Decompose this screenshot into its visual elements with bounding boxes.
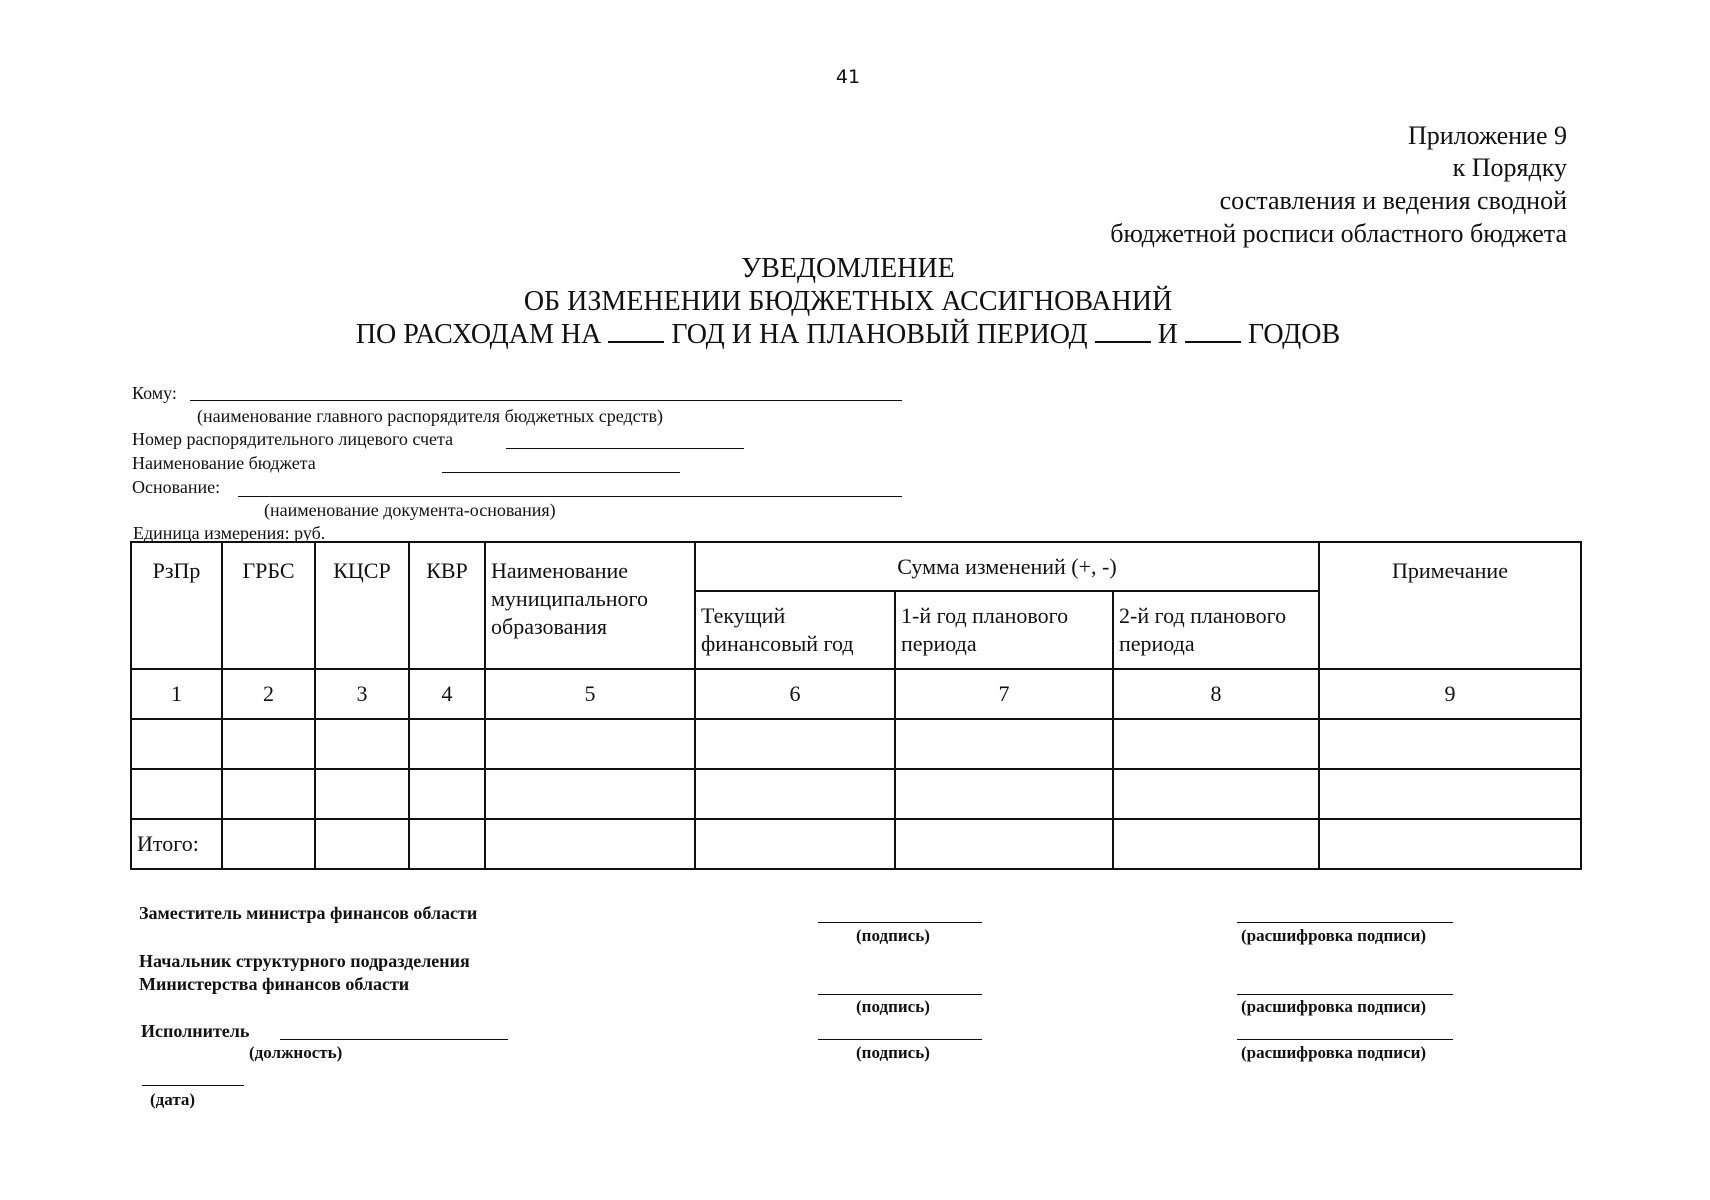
deputy-decode-hint: (расшифровка подписи): [1241, 926, 1427, 945]
table-cell[interactable]: [222, 769, 315, 819]
col-header-plan-year-2: 2-й год планового периода: [1113, 591, 1319, 669]
table-cell[interactable]: [1319, 819, 1581, 869]
table-cell[interactable]: [485, 819, 695, 869]
plan-year1-blank-field: [1095, 319, 1151, 343]
col-number: 9: [1319, 669, 1581, 719]
head-signature-hint: (подпись): [856, 997, 930, 1016]
document-title-line-3: [0, 318, 1696, 351]
year-blank-field: [608, 319, 664, 343]
deputy-signature-hint: (подпись): [856, 926, 930, 945]
col-header-kvr: КВР: [409, 542, 485, 669]
col-number: 4: [409, 669, 485, 719]
table-cell[interactable]: [315, 769, 409, 819]
col-number: 8: [1113, 669, 1319, 719]
basis-label: Основание:: [132, 477, 221, 497]
executor-decode-hint: (расшифровка подписи): [1241, 1043, 1427, 1062]
to-field-line: [190, 400, 902, 401]
unit-label: Единица измерения: руб.: [133, 523, 326, 543]
table-cell[interactable]: [315, 719, 409, 769]
table-cell[interactable]: [485, 719, 695, 769]
appendix-line-1: Приложение 9: [1407, 121, 1567, 150]
table-cell[interactable]: [895, 769, 1113, 819]
table-row: [131, 769, 1581, 819]
total-label: Итого:: [131, 819, 222, 869]
table-cell[interactable]: [1319, 769, 1581, 819]
col-number: 2: [222, 669, 315, 719]
table-cell[interactable]: [1113, 819, 1319, 869]
col-header-plan-year-1: 1-й год планового периода: [895, 591, 1113, 669]
table-cell[interactable]: [895, 719, 1113, 769]
col-number: 3: [315, 669, 409, 719]
budget-field-line: [442, 472, 680, 473]
table-cell[interactable]: [222, 819, 315, 869]
document-title-line-2: ОБ ИЗМЕНЕНИИ БЮДЖЕТНЫХ АССИГНОВАНИЙ: [523, 286, 1173, 317]
col-header-grbs: ГРБС: [222, 542, 315, 669]
allocations-table: [130, 541, 1582, 870]
col-number: 7: [895, 669, 1113, 719]
title-part-1: ПО РАСХОДАМ НА: [355, 319, 602, 350]
col-number: 6: [695, 669, 895, 719]
table-cell[interactable]: [131, 719, 222, 769]
table-cell[interactable]: [485, 769, 695, 819]
table-cell[interactable]: [1319, 719, 1581, 769]
total-row: [131, 819, 1581, 869]
executor-label: Исполнитель: [141, 1021, 250, 1041]
column-numbers-row: [131, 669, 1581, 719]
head-decode-line: [1237, 994, 1453, 995]
table-cell[interactable]: [695, 719, 895, 769]
head-label-line-2: Министерства финансов области: [139, 974, 410, 994]
head-signature-line: [818, 994, 982, 995]
col-header-kcsr: КЦСР: [315, 542, 409, 669]
table-cell[interactable]: [409, 769, 485, 819]
account-field-line: [506, 448, 744, 449]
position-hint: (должность): [249, 1043, 343, 1062]
col-header-municipality: Наименование муниципального образования: [485, 542, 695, 669]
table-cell[interactable]: [1113, 719, 1319, 769]
appendix-line-3: составления и ведения сводной: [1219, 186, 1567, 215]
budget-label: Наименование бюджета: [132, 453, 316, 473]
table-cell[interactable]: [222, 719, 315, 769]
executor-signature-line: [818, 1039, 982, 1040]
page-number: 41: [835, 66, 861, 88]
col-header-current-year: Текущий финансовый год: [695, 591, 895, 669]
title-part-4: ГОДОВ: [1247, 319, 1341, 350]
date-hint: (дата): [150, 1090, 196, 1109]
document-title-line-1: УВЕДОМЛЕНИЕ: [741, 253, 955, 284]
col-header-sum-changes: Сумма изменений (+, -): [695, 542, 1319, 591]
appendix-line-2: к Порядку: [1452, 153, 1567, 182]
appendix-line-4: бюджетной росписи областного бюджета: [1110, 219, 1567, 248]
table-cell[interactable]: [895, 819, 1113, 869]
executor-signature-hint: (подпись): [856, 1043, 930, 1062]
title-part-3: И: [1157, 319, 1178, 350]
table-cell[interactable]: [315, 819, 409, 869]
deputy-signature-line: [818, 922, 982, 923]
col-header-rzpr: РзПр: [131, 542, 222, 669]
deputy-minister-label: Заместитель министра финансов области: [139, 903, 478, 923]
table-cell[interactable]: [409, 819, 485, 869]
executor-decode-line: [1237, 1039, 1453, 1040]
head-label-line-1: Начальник структурного подразделения: [139, 951, 470, 971]
basis-hint: (наименование документа-основания): [264, 500, 556, 520]
table-row: [131, 719, 1581, 769]
position-line: [280, 1039, 508, 1040]
col-header-note: Примечание: [1319, 542, 1581, 669]
to-label: Кому:: [132, 383, 177, 403]
date-line: [142, 1085, 244, 1086]
plan-year2-blank-field: [1185, 319, 1241, 343]
table-cell[interactable]: [1113, 769, 1319, 819]
col-number: 5: [485, 669, 695, 719]
to-hint: (наименование главного распорядителя бюджетных средств): [197, 406, 663, 426]
table-cell[interactable]: [695, 769, 895, 819]
account-label: Номер распорядительного лицевого счета: [132, 429, 454, 449]
table-cell[interactable]: [695, 819, 895, 869]
deputy-decode-line: [1237, 922, 1453, 923]
table-cell[interactable]: [409, 719, 485, 769]
title-part-2: ГОД И НА ПЛАНОВЫЙ ПЕРИОД: [671, 319, 1088, 350]
head-decode-hint: (расшифровка подписи): [1241, 997, 1427, 1016]
col-number: 1: [131, 669, 222, 719]
basis-field-line: [238, 496, 902, 497]
table-cell[interactable]: [131, 769, 222, 819]
